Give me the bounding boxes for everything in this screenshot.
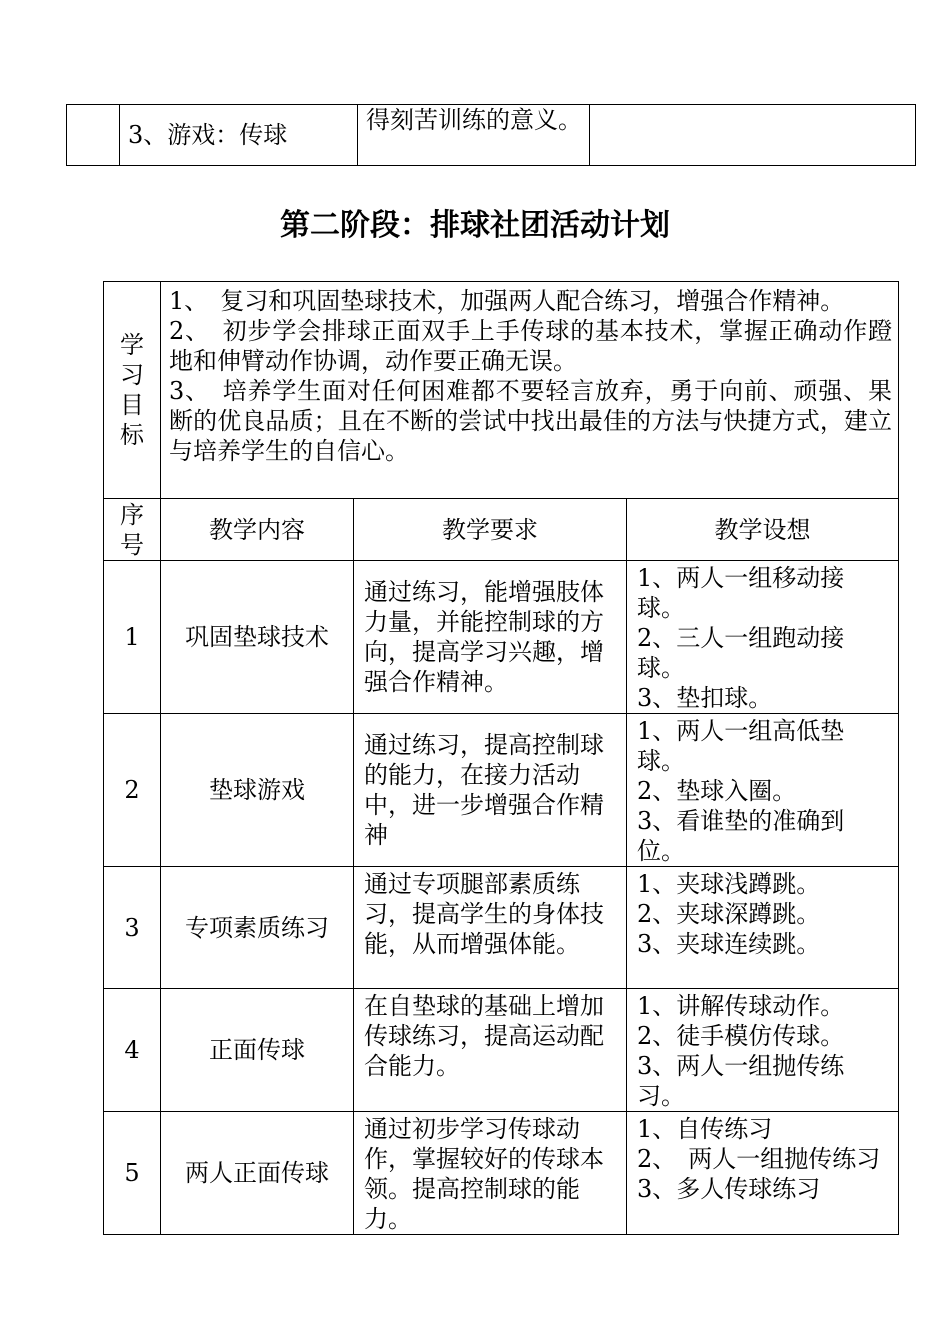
objectives-label: 学 习 目 标	[104, 282, 161, 499]
content-cell: 专项素质练习	[161, 867, 354, 989]
index-cell: 3	[104, 867, 161, 989]
design-item: 2、三人一组跑动接球。	[637, 624, 845, 682]
index-cell: 4	[104, 989, 161, 1112]
design-cell	[627, 1112, 899, 1235]
objectives-row	[104, 282, 899, 499]
objectives-content	[161, 282, 899, 499]
header-content: 教学内容	[161, 499, 354, 561]
design-item: 1、两人一组移动接球。	[637, 564, 845, 622]
design-item: 1、讲解传球动作。	[637, 992, 845, 1020]
table-row	[104, 989, 899, 1112]
design-item: 3、多人传球练习	[637, 1175, 821, 1203]
design-item: 3、两人一组抛传练习。	[637, 1052, 845, 1110]
requirement-cell: 通过练习，能增强肢体力量，并能控制球的方向，提高学习兴趣，增强合作精神。	[354, 561, 627, 714]
requirement-cell: 通过专项腿部素质练习，提高学生的身体技能，从而增强体能。	[354, 867, 627, 989]
requirement-cell: 通过练习，提高控制球的能力，在接力活动中，进一步增强合作精神	[354, 714, 627, 867]
design-item: 2、徒手模仿传球。	[637, 1022, 845, 1050]
requirement-cell: 通过初步学习传球动作，掌握较好的传球本领。提高控制球的能力。	[354, 1112, 627, 1235]
objective-item: 1、 复习和巩固垫球技术，加强两人配合练习，增强合作精神。	[169, 287, 845, 315]
design-item: 3、夹球连续跳。	[637, 930, 821, 958]
index-cell: 1	[104, 561, 161, 714]
header-design: 教学设想	[627, 499, 899, 561]
content-cell: 巩固垫球技术	[161, 561, 354, 714]
index-cell: 2	[104, 714, 161, 867]
content-cell: 垫球游戏	[161, 714, 354, 867]
design-cell	[627, 561, 899, 714]
content-cell: 两人正面传球	[161, 1112, 354, 1235]
design-item: 1、夹球浅蹲跳。	[637, 870, 821, 898]
objective-item: 2、 初步学会排球正面双手上手传球的基本技术，掌握正确动作蹬地和伸臂动作协调，动作要正确无误。	[169, 317, 893, 375]
header-row	[104, 499, 899, 561]
design-cell	[627, 989, 899, 1112]
content-cell: 正面传球	[161, 989, 354, 1112]
table-row	[104, 1112, 899, 1235]
header-requirement: 教学要求	[354, 499, 627, 561]
table-row	[67, 105, 916, 166]
design-cell	[627, 714, 899, 867]
activity-plan-table	[103, 281, 899, 1235]
header-index: 序号	[104, 499, 161, 561]
index-cell: 5	[104, 1112, 161, 1235]
design-item: 1、自传练习	[637, 1115, 773, 1143]
table-row	[104, 867, 899, 989]
design-item: 3、看谁垫的准确到位。	[637, 807, 845, 865]
requirement-cell: 得刻苦训练的意义。	[358, 105, 590, 166]
objective-item: 3、 培养学生面对任何困难都不要轻言放弃，勇于向前、顽强、果断的优良品质；且在不断的尝试中找出最佳的方法与快捷方式，建立与培养学生的自信心。	[169, 377, 893, 465]
design-cell	[590, 105, 916, 166]
design-item: 3、垫扣球。	[637, 684, 773, 712]
previous-stage-table	[66, 104, 916, 166]
table-row	[104, 714, 899, 867]
design-item: 2、垫球入圈。	[637, 777, 797, 805]
requirement-cell: 在自垫球的基础上增加传球练习，提高运动配合能力。	[354, 989, 627, 1112]
design-item: 2、 两人一组抛传练习	[637, 1145, 881, 1173]
design-item: 1、两人一组高低垫球。	[637, 717, 845, 775]
design-item: 2、夹球深蹲跳。	[637, 900, 821, 928]
table-row	[104, 561, 899, 714]
content-cell: 3、游戏：传球	[120, 105, 358, 166]
index-cell	[67, 105, 120, 166]
design-cell	[627, 867, 899, 989]
page-title: 第二阶段：排球社团活动计划	[280, 208, 670, 243]
